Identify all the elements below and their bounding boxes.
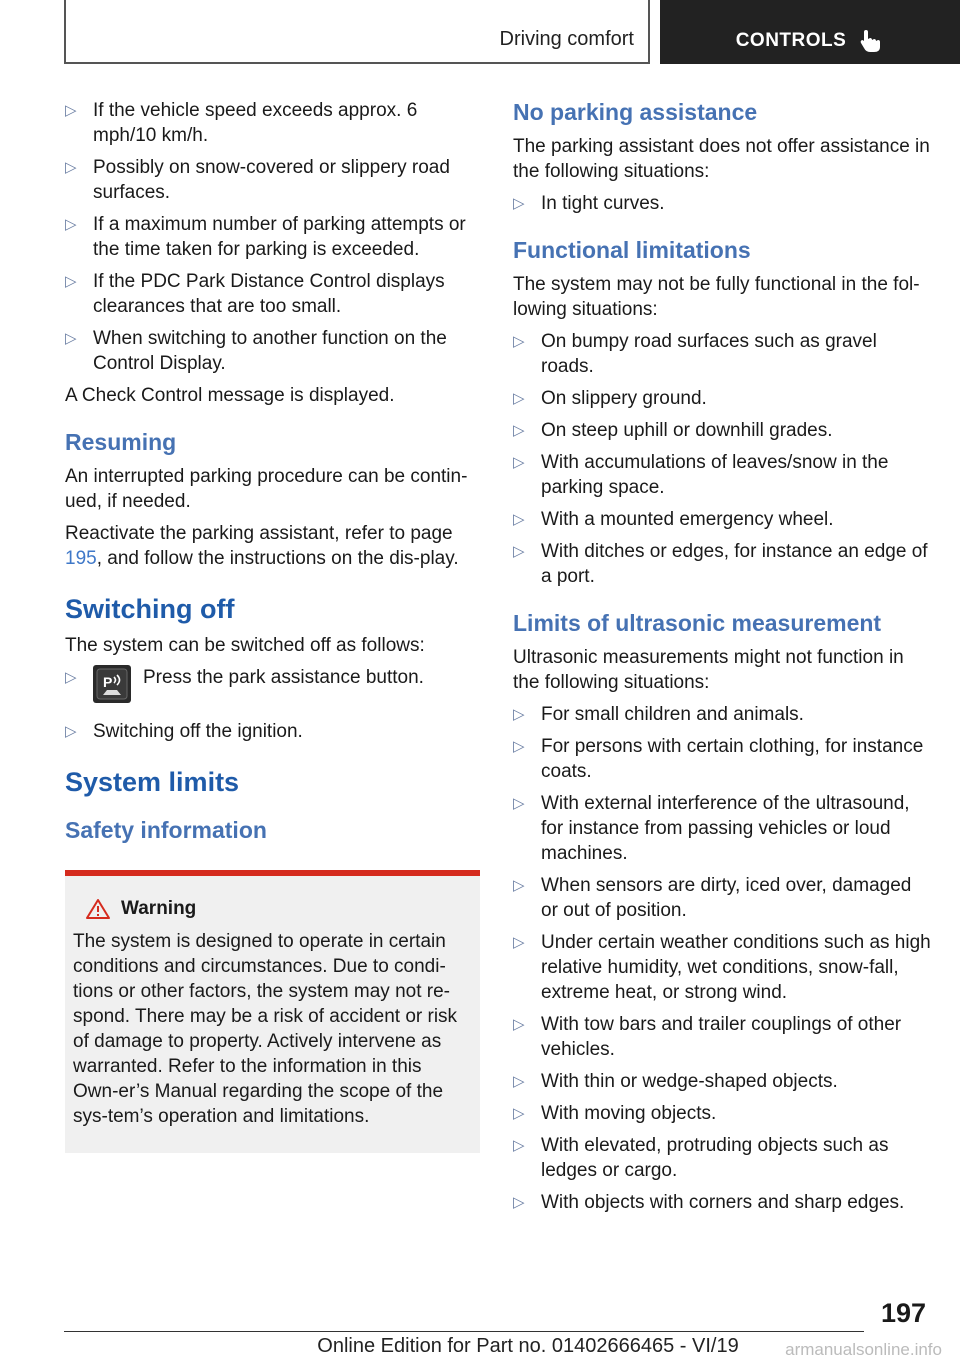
list-item: ▷ With moving objects. [513,1103,717,1124]
triangle-bullet-icon: ▷ [513,877,525,894]
triangle-bullet-icon: ▷ [513,738,525,755]
list-item: ▷ With external interference of the ultrasound, for instance from passing vehicles or loud machines. [513,793,910,864]
list-item: ▷ With ditches or edges, for instance an edge of a port. [513,541,928,587]
resuming-heading: Resuming [65,429,177,455]
triangle-bullet-icon: ▷ [65,723,77,740]
resuming-paragraph-2: Reactivate the parking assistant, refer to page 195, and follow the instructions on the dis-play. [65,523,459,569]
no-parking-assistance-heading: No parking assistance [513,99,758,125]
list-item: ▷ On bumpy road surfaces such as gravel roads. [513,331,877,377]
svg-text:P: P [103,674,113,690]
list-item: ▷ For persons with certain clothing, for instance coats. [513,736,924,782]
right-column [513,98,933,1222]
park-assist-button-icon [93,665,131,703]
page-reference-link[interactable]: 195 [65,548,97,569]
pointing-hand-icon [860,28,884,54]
triangle-bullet-icon: ▷ [65,669,77,686]
triangle-bullet-icon: ▷ [513,1016,525,1033]
list-item: ▷ P Press the park assistance button. [65,665,480,703]
triangle-bullet-icon: ▷ [65,159,77,176]
functional-intro: The system may not be fully functional in the fol-lowing situations: [513,274,920,320]
cancel-conditions-list [65,98,480,376]
functional-limitations-heading: Functional limitations [513,237,751,263]
list-item: ▷ With a mounted emergency wheel. [513,509,834,530]
list-item: ▷ In tight curves. [513,193,665,214]
list-item: ▷ For small children and animals. [513,704,804,725]
list-item: ▷ If the PDC Park Distance Control displays clearances that are too small. [65,271,445,317]
list-item: ▷ With tow bars and trailer couplings of other vehicles. [513,1014,902,1060]
list-item: ▷ On slippery ground. [513,388,707,409]
resuming-paragraph-1: An interrupted parking procedure can be contin-ued, if needed. [65,466,468,512]
ultrasonic-limits-heading: Limits of ultrasonic measurement [513,610,882,636]
list-item: ▷ With thin or wedge-shaped objects. [513,1071,838,1092]
list-item: ▷ With accumulations of leaves/snow in the parking space. [513,452,889,498]
triangle-bullet-icon: ▷ [513,543,525,560]
functional-limitations-list [513,329,933,589]
warning-title: Warning [121,898,197,919]
triangle-bullet-icon: ▷ [65,102,77,119]
ultrasonic-intro: Ultrasonic measurements might not function in the following situations: [513,647,904,693]
edition-text: Online Edition for Part no. 01402666465 - VI/19 [317,1335,739,1357]
triangle-bullet-icon: ▷ [513,390,525,407]
check-control-text: A Check Control message is displayed. [65,385,395,406]
header-rule-left [64,0,66,64]
header-chapter-label: CONTROLS [735,30,847,51]
switching-off-list [65,665,480,744]
header-section-title: Driving comfort [499,28,634,50]
footer-rule [64,1331,864,1332]
list-item: ▷ Under certain weather conditions such as high relative humidity, wet conditions, snow-fall, extreme heat, or strong wind. [513,932,931,1003]
triangle-bullet-icon: ▷ [513,1105,525,1122]
header-chapter-tab [660,0,960,64]
switching-off-intro: The system can be switched off as follows: [65,635,425,656]
left-column [65,98,480,1153]
list-item: ▷ With objects with corners and sharp edges. [513,1192,905,1213]
triangle-bullet-icon: ▷ [513,422,525,439]
triangle-bullet-icon: ▷ [513,511,525,528]
list-item: ▷ With elevated, protruding objects such as ledges or cargo. [513,1135,889,1181]
system-limits-heading: System limits [65,767,240,797]
watermark-text: armanualsonline.info [785,1340,942,1359]
list-item: ▷ Switching off the ignition. [65,721,303,742]
triangle-bullet-icon: ▷ [513,454,525,471]
triangle-bullet-icon: ▷ [65,216,77,233]
list-item: ▷ If the vehicle speed exceeds approx. 6 mph/10 km/h. [65,100,418,146]
no-parking-intro: The parking assistant does not offer assistance in the following situations: [513,136,930,182]
list-item: ▷ Possibly on snow-covered or slippery road surfaces. [65,157,450,203]
safety-information-heading: Safety information [65,817,267,843]
triangle-bullet-icon: ▷ [513,195,525,212]
warning-box [65,870,480,1153]
triangle-bullet-icon: ▷ [513,1137,525,1154]
header-rule-right [648,0,650,64]
triangle-bullet-icon: ▷ [513,795,525,812]
triangle-bullet-icon: ▷ [513,1073,525,1090]
triangle-bullet-icon: ▷ [513,1194,525,1211]
triangle-bullet-icon: ▷ [513,706,525,723]
triangle-bullet-icon: ▷ [513,934,525,951]
warning-text: The system is designed to operate in certain conditions and circumstances. Due to condi-tions or other factors, the system may not re-spond. There may be a risk of accident or risk of damage to property. Actively intervene as warranted. Refer to the information in this Own-er’s Manual regarding the scope of the sys-tem’s operation and limitations. [73,931,458,1127]
list-item: ▷ When switching to another function on the Control Display. [65,328,447,374]
ultrasonic-limits-list [513,702,933,1215]
header-rule-bottom [64,62,650,64]
no-parking-list [513,191,933,216]
page-number: 197 [880,1298,926,1328]
triangle-bullet-icon: ▷ [513,333,525,350]
warning-triangle-icon [85,898,111,920]
triangle-bullet-icon: ▷ [65,330,77,347]
switching-off-heading: Switching off [65,594,235,624]
triangle-bullet-icon: ▷ [65,273,77,290]
list-item: ▷ When sensors are dirty, iced over, damaged or out of position. [513,875,912,921]
list-item: ▷ If a maximum number of parking attempts or the time taken for parking is exceeded. [65,214,466,260]
list-item: ▷ On steep uphill or downhill grades. [513,420,833,441]
